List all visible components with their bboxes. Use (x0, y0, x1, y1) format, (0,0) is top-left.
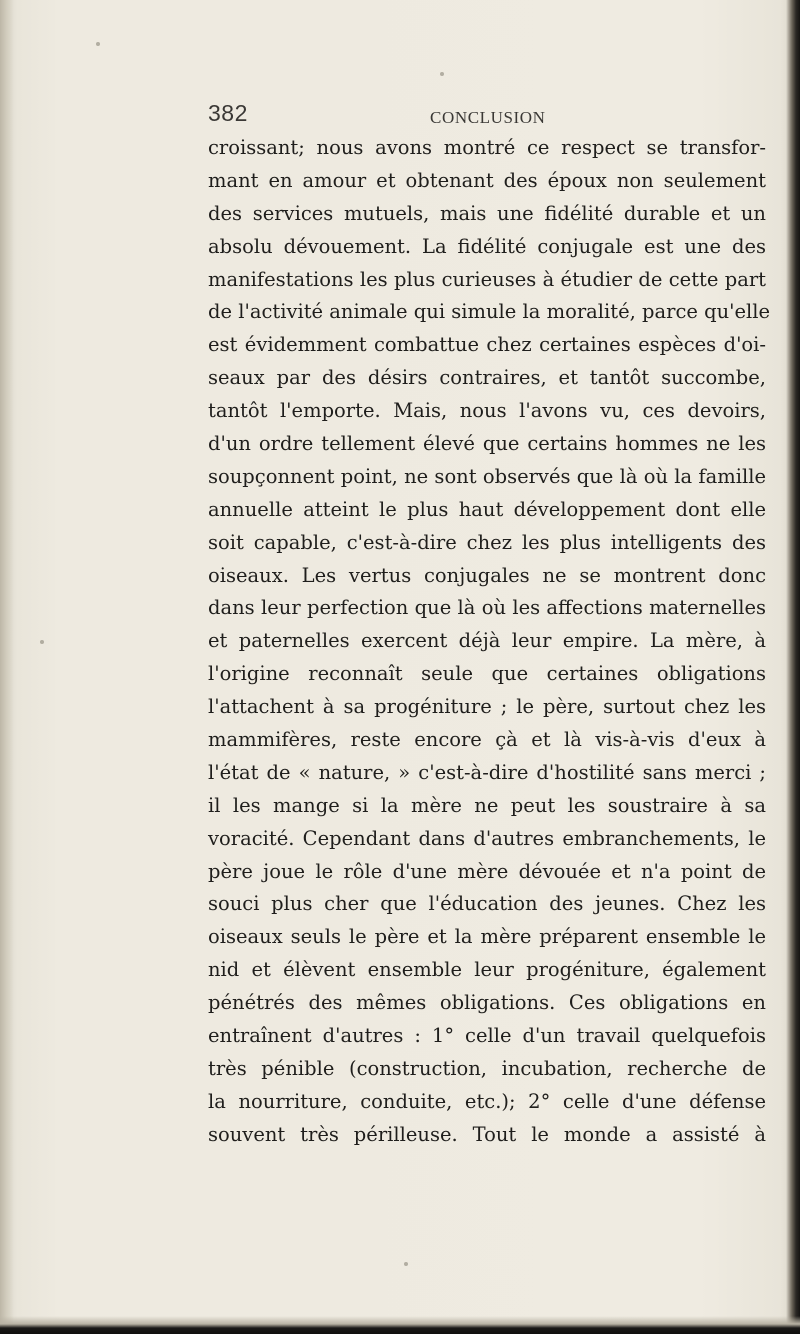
text-line: absolu dévouement. La fidélité conjugale est une des (208, 234, 766, 258)
text-line: la nourriture, conduite, etc.); 2° celle d'une défense (208, 1089, 766, 1113)
text-line: croissant; nous avons montré ce respect se transfor- (208, 136, 766, 159)
text-line: mammifères, reste encore çà et là vis-à-vis d'eux à (208, 728, 766, 752)
paper-speck (40, 640, 44, 644)
paper-speck (404, 1262, 408, 1266)
text-line: très pénible (construction, incubation, recherche de (208, 1056, 766, 1080)
text-line: l'état de « nature, » c'est-à-dire d'hostilité sans merci ; (208, 760, 766, 784)
text-line: nid et élèvent ensemble leur progéniture, également (208, 958, 766, 982)
text-line: manifestations les plus curieuses à étudier de cette part (208, 267, 766, 291)
text-line: entraînent d'autres : 1° celle d'un travail quelquefois (208, 1024, 766, 1048)
text-line: souvent très périlleuse. Tout le monde a assisté à (208, 1122, 766, 1146)
text-line: pénétrés des mêmes obligations. Ces obligations en (208, 991, 766, 1015)
text-line: des services mutuels, mais une fidélité durable et un (208, 201, 766, 225)
text-line: est évidemment combattue chez certaines espèces d'oi- (208, 333, 766, 357)
text-line: mant en amour et obtenant des époux non seulement (208, 168, 766, 192)
text-line: oiseaux seuls le père et la mère préparent ensemble le (208, 925, 766, 949)
binding-right-edge (786, 0, 800, 1334)
body-text (208, 132, 771, 1152)
text-line: dans leur perfection que là où les affections maternelles (208, 596, 766, 620)
running-head: CONCLUSION (430, 108, 546, 127)
text-line: souci plus cher que l'éducation des jeunes. Chez les (208, 892, 766, 916)
page-number: 382 (208, 100, 248, 126)
text-line: père joue le rôle d'une mère dévouée et n'a point de (208, 859, 766, 883)
paper-speck (440, 72, 444, 76)
text-line: oiseaux. Les vertus conjugales ne se montrent donc (208, 563, 766, 587)
text-line: soit capable, c'est-à-dire chez les plus intelligents des (208, 530, 766, 554)
text-line: d'un ordre tellement élevé que certains hommes ne les (208, 432, 766, 456)
text-line: seaux par des désirs contraires, et tantôt succombe, (208, 366, 766, 390)
scan-left-edge (0, 0, 14, 1334)
text-line: l'origine reconnaît seule que certaines obligations (208, 662, 766, 686)
scan-bottom-edge (0, 1316, 800, 1334)
text-line: de l'activité animale qui simule la moralité, parce qu'elle (208, 300, 771, 324)
text-line: et paternelles exercent déjà leur empire. La mère, à (208, 629, 766, 653)
paper-speck (96, 42, 100, 46)
text-line: tantôt l'emporte. Mais, nous l'avons vu, ces devoirs, (208, 399, 766, 423)
text-line: voracité. Cependant dans d'autres embranchements, le (208, 826, 766, 850)
text-line: l'attachent à sa progéniture ; le père, surtout chez les (208, 695, 766, 719)
text-line: soupçonnent point, ne sont observés que là où la famille (208, 464, 766, 488)
page-header (208, 100, 728, 130)
text-line: il les mange si la mère ne peut les soustraire à sa (208, 793, 766, 817)
text-line: annuelle atteint le plus haut développement dont elle (208, 497, 766, 521)
